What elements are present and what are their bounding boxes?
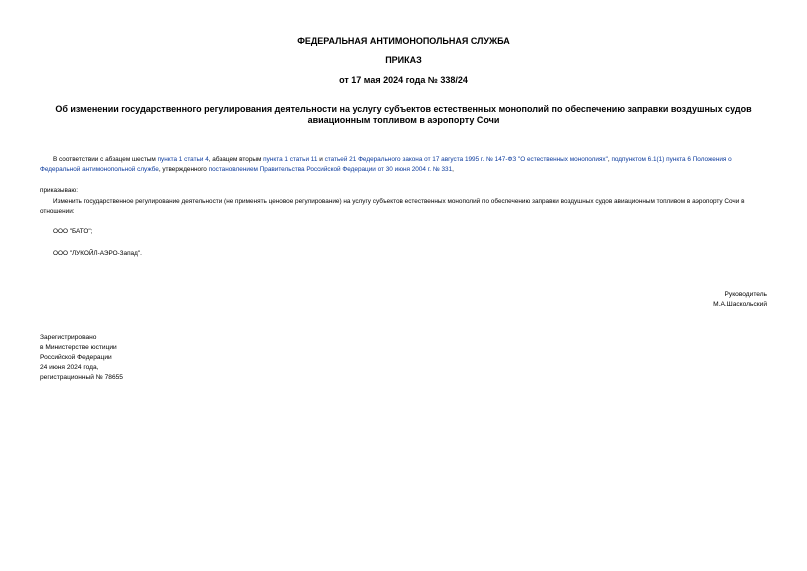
- preamble-text-3: и: [317, 156, 325, 163]
- preamble-text-5: , утвержденного: [158, 166, 209, 173]
- registration-line: Российской Федерации: [40, 354, 112, 361]
- registration-block: [40, 333, 123, 383]
- order-text: Изменить государственное регулирование деятельности (не применять ценовое регулирование) на услугу субъектов естественных монополий по обеспечению заправки воздушных судов авиационным топливом в аэропорту Сочи в отношении:: [40, 198, 745, 215]
- company-item: ООО "БАТО";: [53, 228, 93, 235]
- order-word: приказываю:: [40, 187, 78, 194]
- registration-line: в Министерстве юстиции: [40, 344, 117, 351]
- registration-line: регистрационный № 78655: [40, 374, 123, 381]
- preamble-text-1: В соответствии с абзацем шестым: [53, 156, 158, 163]
- law-link-art21[interactable]: статьей 21 Федерального закона от 17 августа 1995 г. № 147-ФЗ "О естественных монополиях": [324, 156, 608, 163]
- document-type: ПРИКАЗ: [385, 55, 422, 65]
- registration-line: 24 июня 2024 года,: [40, 364, 99, 371]
- signature-position: Руководитель: [724, 291, 767, 298]
- order-date-number: от 17 мая 2024 года № 338/24: [339, 75, 468, 85]
- regulation-link[interactable]: подпунктом 6.1(1) пункта 6 Положения о Федеральной антимонопольной службе: [40, 156, 732, 173]
- preamble-text-4: ,: [607, 156, 612, 163]
- signature-name: М.А.Шаскольский: [713, 301, 767, 308]
- preamble-paragraph: [40, 155, 770, 175]
- agency-name: ФЕДЕРАЛЬНАЯ АНТИМОНОПОЛЬНАЯ СЛУЖБА: [297, 36, 510, 46]
- order-subject: Об изменении государственного регулирования деятельности на услугу субъектов естественных монополий по обеспечению заправки воздушных судов авиационным топливом в аэропорту Сочи: [55, 104, 752, 125]
- law-link-art4[interactable]: пункта 1 статьи 4: [157, 156, 209, 163]
- preamble-text-6: ,: [452, 166, 454, 173]
- decree-link[interactable]: постановлением Правительства Российской Федерации от 30 июня 2004 г. № 331: [208, 166, 453, 173]
- law-link-art11[interactable]: пункта 1 статьи 11: [263, 156, 318, 163]
- registration-line: Зарегистрировано: [40, 334, 97, 341]
- preamble-text-2: , абзацем вторым: [208, 156, 264, 163]
- company-item: ООО "ЛУКОЙЛ-АЭРО-Запад".: [53, 250, 142, 257]
